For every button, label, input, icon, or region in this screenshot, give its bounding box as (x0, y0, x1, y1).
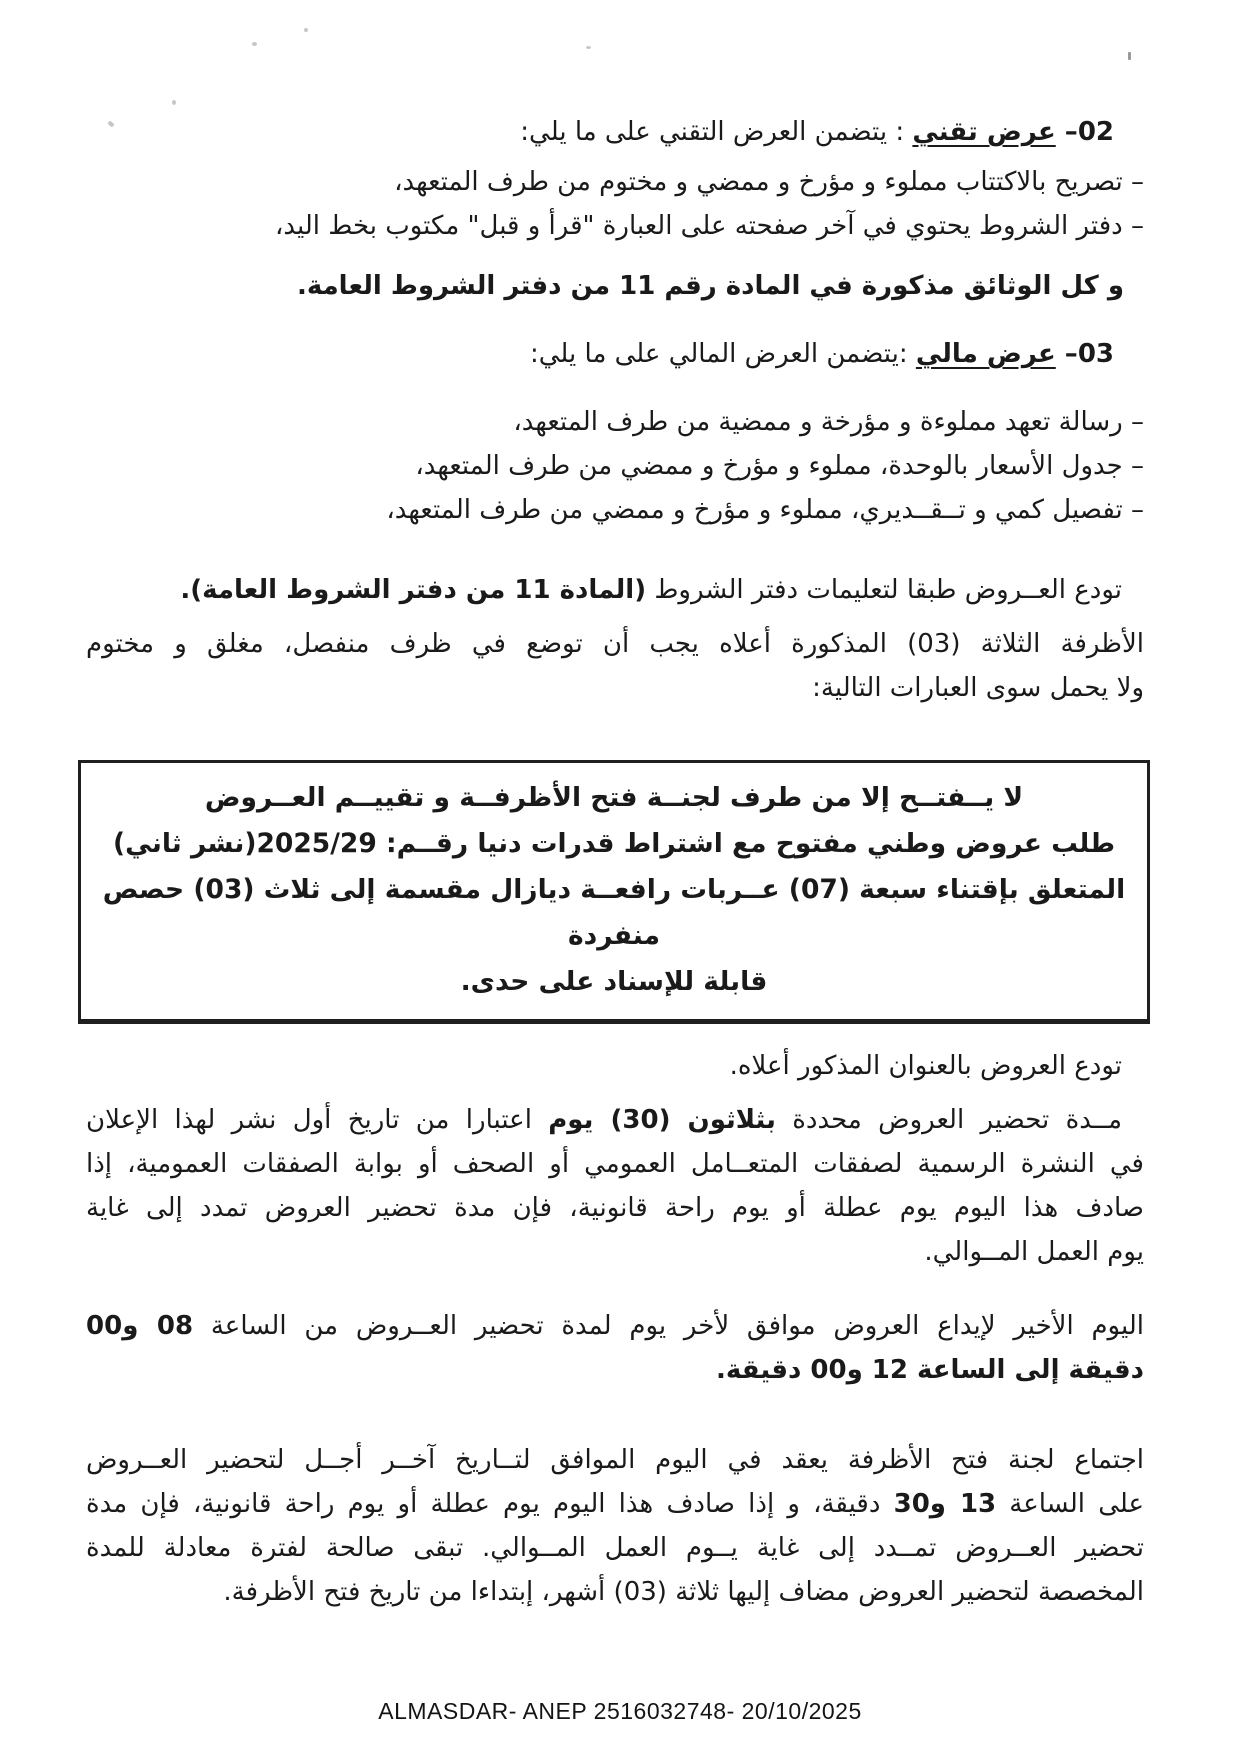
preparation-period-paragraph (86, 1098, 1144, 1274)
footer-credit-line: ALMASDAR- ANEP 2516032748- 20/10/2025 (378, 1698, 862, 1724)
last-deposit-day-paragraph (86, 1304, 1144, 1392)
text-line: – جدول الأسعار بالوحدة، مملوء و مؤرخ و ممضي من طرف المتعهد، (415, 451, 1144, 481)
text-line: على الساعة 13 و30 دقيقة، و إذا صادف هذا اليوم يوم عطلة أو يوم راحة قانونية، فإن مدة (86, 1489, 1144, 1519)
envelope-label-box (78, 760, 1150, 1024)
technical-offer-items (86, 160, 1144, 248)
scan-artifact (1128, 52, 1131, 60)
deposit-address-note (86, 1044, 1144, 1088)
text-line: لا يــفتــح إلا من طرف لجنــة فتح الأظرفــة و تقييــم العــروض (204, 782, 1024, 813)
submission-instructions-note (86, 568, 1144, 612)
heading-technical-offer (86, 110, 1144, 154)
text-line: اليوم الأخير لإيداع العروض موافق لأخر يوم لمدة تحضير العــروض من الساعة 08 و00 (86, 1311, 1144, 1341)
text-line: طلب عروض وطني مفتوح مع اشتراط قدرات دنيا رقــم: 2025/29(نشر ثاني) (112, 828, 1116, 859)
documents-note (86, 264, 1144, 308)
scan-artifact (304, 28, 308, 32)
scan-artifact (252, 42, 257, 46)
scan-artifact (172, 100, 176, 105)
text-line: 03– عرض مالي :يتضمن العرض المالي على ما يلي: (529, 339, 1114, 369)
text-line: صادف هذا اليوم يوم عطلة أو يوم راحة قانونية، فإن مدة تحضير العروض تمدد إلى غاية (86, 1193, 1144, 1223)
text-line: ولا يحمل سوى العبارات التالية: (812, 673, 1144, 703)
text-line: دقيقة إلى الساعة 12 و00 دقيقة. (715, 1355, 1144, 1385)
scan-artifact (586, 46, 591, 49)
heading-financial-offer (86, 332, 1144, 376)
text-line: تحضير العــروض تمــدد إلى غاية يــوم العمل المــوالي. تبقى صالحة لفترة معادلة للمدة (86, 1533, 1144, 1563)
text-line: – تصريح بالاكتتاب مملوء و مؤرخ و ممضي و مختوم من طرف المتعهد، (394, 167, 1144, 197)
text-line: يوم العمل المــوالي. (924, 1237, 1144, 1267)
text-line: اجتماع لجنة فتح الأظرفة يعقد في اليوم الموافق لتــاريخ آخــر أجــل لتحضير العــروض (86, 1445, 1144, 1475)
text-line: قابلة للإسناد على حدى. (460, 966, 768, 997)
text-line: المتعلق بإقتناء سبعة (07) عــربات رافعــة ديازال مقسمة إلى ثلاث (03) حصص منفردة (102, 874, 1126, 951)
opening-committee-paragraph (86, 1438, 1144, 1614)
text-line: في النشرة الرسمية لصفقات المتعــامل العمومي أو الصحف أو بوابة الصفقات العمومية، إذا (86, 1149, 1144, 1179)
text-line: المخصصة لتحضير العروض مضاف إليها ثلاثة (03) أشهر، إبتداءا من تاريخ فتح الأظرفة. (223, 1577, 1144, 1607)
text-line: مــدة تحضير العروض محددة بثلاثون (30) يوم اعتبارا من تاريخ أول نشر لهذا الإعلان (86, 1105, 1123, 1135)
text-line: تودع العــروض طبقا لتعليمات دفتر الشروط (المادة 11 من دفتر الشروط العامة). (180, 575, 1122, 605)
document-body (86, 110, 1144, 1614)
text-line: – تفصيل كمي و تــقــديري، مملوء و مؤرخ و ممضي من طرف المتعهد، (386, 495, 1144, 525)
text-line: – دفتر الشروط يحتوي في آخر صفحته على العبارة "قرأ و قبل" مكتوب بخط اليد، (274, 211, 1144, 241)
financial-offer-items (86, 400, 1144, 532)
text-line: 02– عرض تقني : يتضمن العرض التقني على ما يلي: (520, 117, 1114, 147)
text-line: – رسالة تعهد مملوءة و مؤرخة و ممضية من طرف المتعهد، (513, 407, 1144, 437)
envelopes-note (86, 622, 1144, 710)
text-line: و كل الوثائق مذكورة في المادة رقم 11 من دفتر الشروط العامة. (296, 271, 1124, 301)
text-line: تودع العروض بالعنوان المذكور أعلاه. (729, 1051, 1122, 1081)
text-line: الأظرفة الثلاثة (03) المذكورة أعلاه يجب أن توضع في ظرف منفصل، مغلق و مختوم (86, 629, 1144, 659)
